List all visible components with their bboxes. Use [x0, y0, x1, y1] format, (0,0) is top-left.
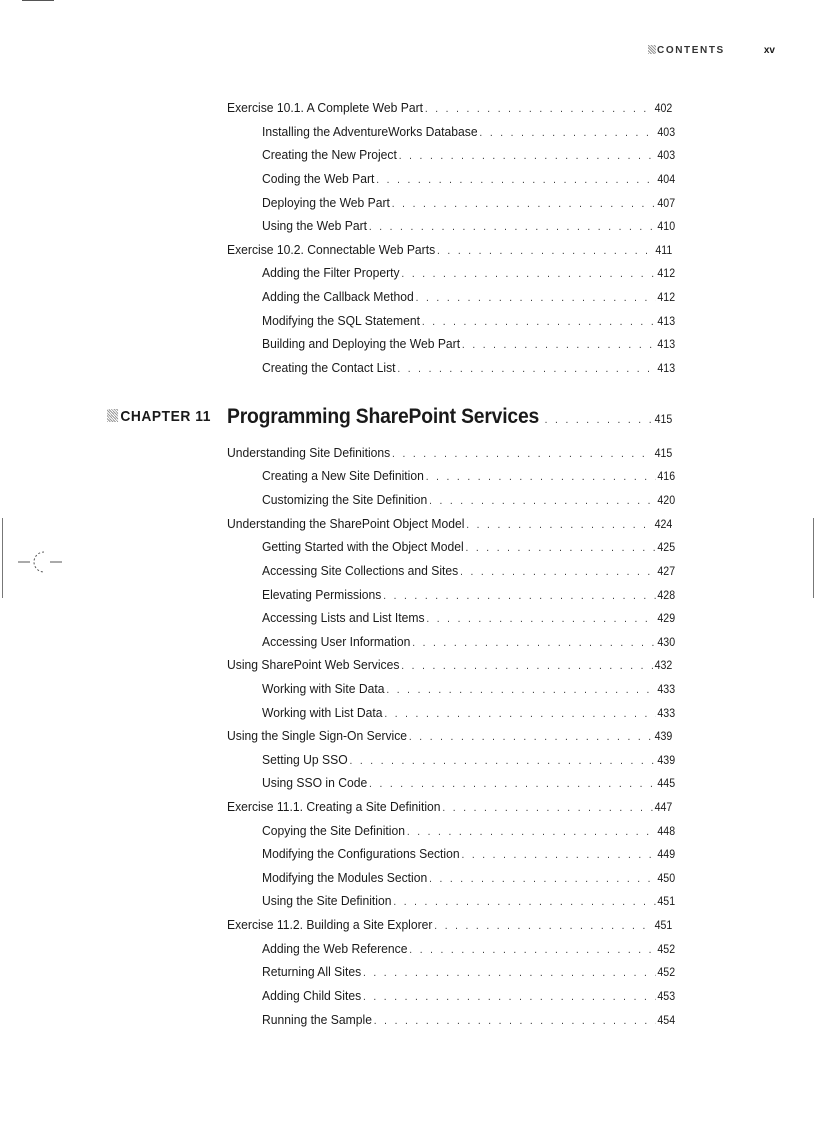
toc-entry: Using SSO in Code . . . 445: [262, 773, 675, 793]
toc-entry: Adding the Callback Method . . . 412: [262, 287, 675, 307]
toc-entry: Modifying the SQL Statement . . . 413: [262, 311, 675, 331]
toc-entry: Exercise 11.1. Creating a Site Definition . . . 447: [227, 797, 672, 817]
running-head-section: CONTENTS: [648, 44, 725, 58]
toc-entry: Exercise 10.1. A Complete Web Part . . . 402: [227, 98, 672, 118]
toc-entry: Installing the AdventureWorks Database . . . 403: [262, 122, 675, 142]
toc-entry: Working with Site Data . . . 433: [262, 679, 675, 699]
toc-entry: Working with List Data . . . 433: [262, 703, 675, 723]
toc-entry: Adding the Web Reference . . . 452: [262, 939, 675, 959]
toc-entry: Modifying the Modules Section . . . 450: [262, 868, 675, 888]
toc-entry: Exercise 11.2. Building a Site Explorer . . . 451: [227, 915, 672, 935]
toc-entry: Using the Site Definition . . . 451: [262, 891, 675, 911]
page-number: xv: [763, 45, 775, 56]
toc-entry: Using the Web Part . . . 410: [262, 216, 675, 236]
toc-entry: Creating the New Project . . . 403: [262, 145, 675, 165]
toc-entry: Returning All Sites . . . 452: [262, 962, 675, 982]
toc-entry: Copying the Site Definition . . . 448: [262, 821, 675, 841]
crop-mark-left: [2, 518, 3, 598]
crop-mark-right: [813, 518, 814, 598]
toc-entry: Modifying the Configurations Section . . . 449: [262, 844, 675, 864]
toc-entry: Using the Single Sign-On Service . . . 439: [227, 726, 672, 746]
crop-mark-top: [22, 0, 54, 1]
registration-mark-icon: [18, 548, 62, 576]
toc-entry: Accessing Lists and List Items . . . 429: [262, 608, 675, 628]
toc-entry: Getting Started with the Object Model . . . 425: [262, 537, 675, 557]
chapter-label: CHAPTER 11: [96, 407, 211, 427]
toc-entry: Building and Deploying the Web Part . . . 413: [262, 334, 675, 354]
toc-entry: Accessing User Information . . . 430: [262, 632, 675, 652]
toc-entry: Coding the Web Part . . . 404: [262, 169, 675, 189]
toc-entry: Setting Up SSO . . . 439: [262, 750, 675, 770]
toc-entry: Creating a New Site Definition . . . 416: [262, 466, 675, 486]
toc-entry: Elevating Permissions . . . 428: [262, 585, 675, 605]
toc-entry: Creating the Contact List . . . 413: [262, 358, 675, 378]
running-head: [560, 44, 775, 58]
toc-entry: Exercise 10.2. Connectable Web Parts . . . 411: [227, 240, 672, 260]
toc-entry: Understanding Site Definitions . . . 415: [227, 443, 672, 463]
toc-entry: Using SharePoint Web Services . . . 432: [227, 655, 672, 675]
toc-entry: Deploying the Web Part . . . 407: [262, 193, 675, 213]
toc-entry: Customizing the Site Definition . . . 420: [262, 490, 675, 510]
chapter-entry: [227, 405, 672, 429]
chapter-title: Programming SharePoint Services: [227, 405, 540, 428]
toc-entry: Running the Sample . . . 454: [262, 1010, 675, 1030]
toc-entry: Understanding the SharePoint Object Model . . . 424: [227, 514, 672, 534]
toc-entry: Adding Child Sites . . . 453: [262, 986, 675, 1006]
toc-entry: Adding the Filter Property . . . 412: [262, 263, 675, 283]
chapter-page: 415: [654, 414, 673, 426]
toc-entry: Accessing Site Collections and Sites . . . 427: [262, 561, 675, 581]
